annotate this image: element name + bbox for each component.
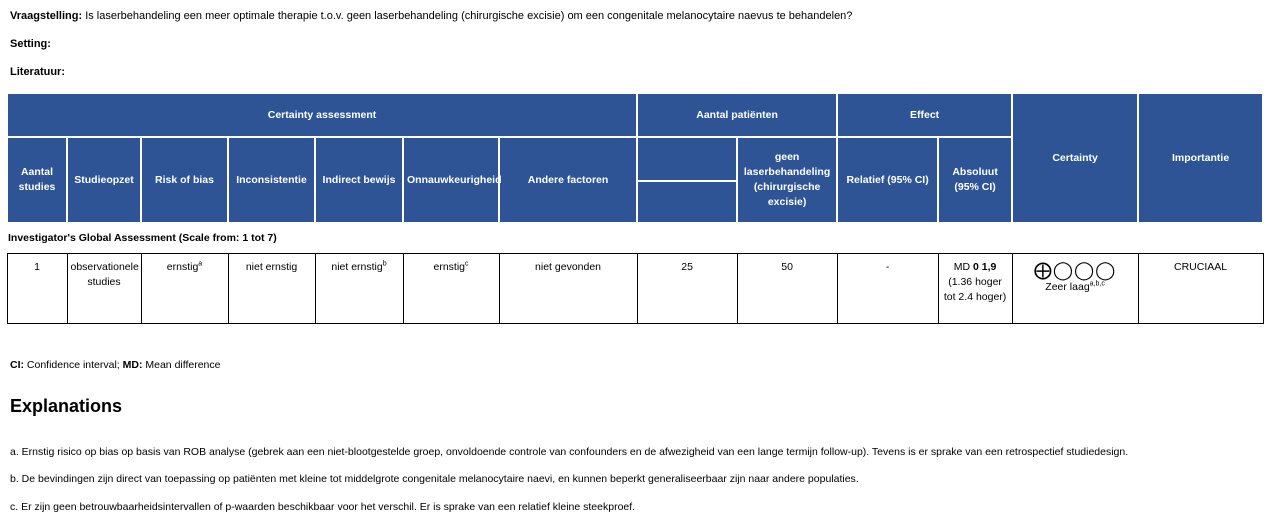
indirectness-value: niet ernstig — [331, 260, 383, 273]
md-text: Mean difference — [142, 359, 221, 371]
certainty-footnotes: a,b,c — [1089, 280, 1105, 287]
cell-intervention-n: 25 — [637, 253, 737, 323]
cell-control-n: 50 — [737, 253, 837, 323]
cell-design: observationele studies — [67, 253, 141, 323]
cell-n-studies: 1 — [7, 253, 67, 323]
header-importance: Importantie — [1138, 93, 1263, 223]
col-intervention — [637, 137, 737, 181]
explanation-c: c. Er zijn geen betrouwbaarheidsintervallen of p-waarden beschikbaar voor het verschil. Er is sprake van een relatief kleine steekproef. — [10, 501, 636, 513]
grade-evidence-table — [6, 92, 1264, 324]
certainty-label: Zeer laag — [1045, 280, 1090, 293]
explanation-a: a. Ernstig risico op bias op basis van ROB analyse (gebrek aan een niet-blootgestelde groep, onvoldoende controle van confounders en de afwezigheid van een lange termijn follow-up). Tevens is er sprake van een retrospectief studiedesign. — [10, 446, 1129, 458]
explanations-title: Explanations — [10, 396, 123, 416]
col-design: Studieopzet — [67, 137, 141, 223]
col-other-factors: Andere factoren — [499, 137, 637, 223]
col-absolute: Absoluut (95% CI) — [938, 137, 1012, 223]
header-patients: Aantal patiënten — [637, 93, 837, 137]
cell-risk-of-bias — [141, 253, 228, 323]
footnote-ref-c: c — [465, 260, 469, 267]
footnote-ref-b: b — [382, 260, 387, 267]
footnote-ref-a: a — [198, 260, 203, 267]
outcome-title: Investigator's Global Assessment (Scale from: 1 tot 7) — [8, 232, 277, 244]
cell-certainty — [1012, 253, 1138, 323]
risk-of-bias-value: ernstig — [166, 260, 199, 273]
absolute-prefix: MD — [953, 260, 974, 273]
question-text: Is laserbehandeling een meer optimale therapie t.o.v. geen laserbehandeling (chirurgische excisie) om een congenitale melanocytaire naevus te behandelen? — [82, 10, 853, 22]
header-effect: Effect — [837, 93, 1012, 137]
abbreviations — [10, 359, 221, 371]
cell-absolute — [938, 253, 1012, 323]
ci-text: Confidence interval; — [24, 359, 123, 371]
col-indirectness: Indirect bewijs — [315, 137, 403, 223]
cell-other-factors: niet gevonden — [499, 253, 637, 323]
col-relative: Relatief (95% CI) — [837, 137, 938, 223]
col-inconsistency: Inconsistentie — [228, 137, 315, 223]
col-n-studies: Aantal studies — [7, 137, 67, 223]
absolute-range: (1.36 hoger tot 2.4 hoger) — [943, 275, 1007, 303]
explanation-b: b. De bevindingen zijn direct van toepassing op patiënten met kleine tot middelgrote congenitale melanocytaire naevi, en kunnen beperkt generaliseerbaar zijn naar andere populaties. — [10, 473, 859, 485]
certainty-rating-icon: ⨁◯◯◯ — [1033, 259, 1117, 280]
header-certainty-assessment: Certainty assessment — [7, 93, 637, 137]
col-imprecision: Onnauwkeurigheid — [403, 137, 499, 223]
cell-indirectness — [315, 253, 403, 323]
setting-label: Setting: — [10, 38, 51, 50]
setting — [10, 38, 51, 50]
cell-imprecision — [403, 253, 499, 323]
literature — [10, 66, 65, 78]
cell-importance: CRUCIAAL — [1138, 253, 1263, 323]
cell-inconsistency: niet ernstig — [228, 253, 315, 323]
question-label: Vraagstelling: — [10, 10, 83, 22]
absolute-value: 0 1,9 — [973, 260, 997, 273]
ci-label: CI: — [10, 359, 24, 371]
md-label: MD: — [122, 359, 143, 371]
col-control: geen laserbehandeling (chirurgische excisie) — [737, 137, 837, 223]
research-question — [10, 10, 852, 22]
literature-label: Literatuur: — [10, 66, 65, 78]
header-certainty: Certainty — [1012, 93, 1138, 223]
col-risk-of-bias: Risk of bias — [141, 137, 228, 223]
cell-relative: - — [837, 253, 938, 323]
imprecision-value: ernstig — [433, 260, 465, 273]
col-intervention-lower — [637, 181, 737, 223]
